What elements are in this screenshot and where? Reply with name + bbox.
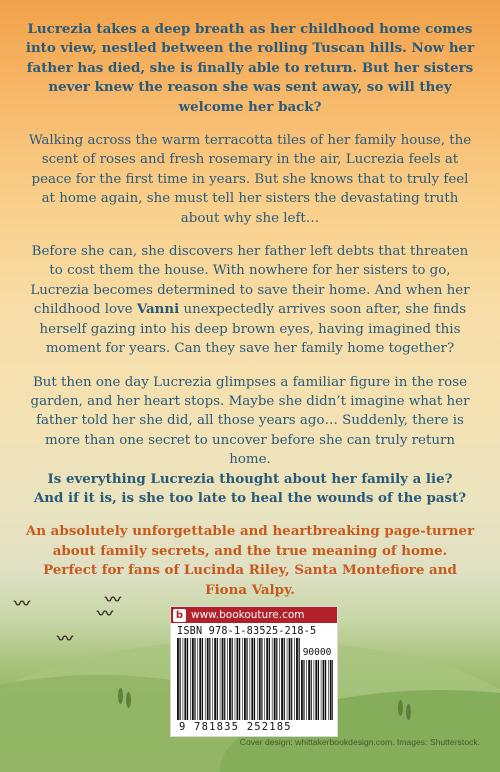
barcode-bar (332, 660, 333, 720)
barcode-bar (289, 638, 291, 720)
bird-silhouette-icon: 〰 (14, 594, 31, 613)
blurb-text-run: But then one day Lucrezia glimpses a familiar figure in the rose garden, and her heart stops. Maybe she didn’t imagine what her father told her she did, all those years ago… Suddenly, there is more than one secret to uncover before she can truly return home. (30, 374, 470, 468)
barcode-bar (284, 638, 285, 720)
cypress-tree (118, 688, 123, 704)
addon-barcode-bars (301, 660, 333, 720)
barcode-bar (261, 638, 262, 720)
barcode-bar (328, 660, 329, 720)
barcode-bar (220, 638, 221, 720)
barcode-bar (202, 638, 203, 720)
barcode-bars (177, 638, 301, 720)
barcode-bar (269, 638, 270, 720)
barcode-bar (254, 638, 255, 720)
barcode-bar (224, 638, 225, 720)
barcode-bar (299, 638, 300, 720)
ean-number: 9 781835 252185 (179, 721, 292, 733)
blurb-text (24, 20, 476, 614)
barcode-bar (244, 638, 246, 720)
blurb-question: Is everything Lucrezia thought about her family a lie? (47, 470, 453, 487)
barcode-bar (315, 660, 317, 720)
cypress-tree (406, 704, 411, 720)
barcode-bar (294, 638, 295, 720)
blurb-paragraph (24, 242, 476, 358)
barcode-bar (259, 638, 261, 720)
bird-silhouette-icon: 〰 (105, 590, 122, 609)
bird-silhouette-icon: 〰 (57, 629, 74, 648)
barcode-bar (308, 660, 310, 720)
barcode-bar (272, 638, 273, 720)
barcode-bar (276, 638, 277, 720)
barcode-bar (194, 638, 195, 720)
isbn-barcode-box (170, 606, 338, 737)
addon-number: 90000 (302, 647, 332, 658)
barcode-bar (318, 660, 319, 720)
barcode-bar (214, 638, 216, 720)
barcode-bar (321, 660, 322, 720)
barcode-bar (281, 638, 283, 720)
barcode-bar (192, 638, 194, 720)
barcode-bar (287, 638, 288, 720)
publisher-url: www.bookouture.com (191, 609, 305, 621)
barcode-row (171, 637, 337, 720)
barcode-bar (306, 660, 307, 720)
barcode-bar (227, 638, 228, 720)
barcode-bar (177, 638, 179, 720)
barcode-bar (199, 638, 201, 720)
barcode-bar (183, 638, 184, 720)
barcode-bar (250, 638, 251, 720)
blurb-text-run: Before she can, she discovers her father left debts that threaten to cost them the house. With nowhere for her sisters to go, Lucrezia becomes determined to save their home. And when her childhood love (30, 244, 470, 318)
barcode-bar (239, 638, 240, 720)
barcode-bar (217, 638, 218, 720)
barcode-bar (212, 638, 213, 720)
barcode-bar (229, 638, 231, 720)
barcode-bar (251, 638, 253, 720)
barcode-bar (179, 638, 180, 720)
blurb-question: And if it is, is she too late to heal the wounds of the past? (33, 489, 467, 506)
barcode-bar (237, 638, 239, 720)
barcode-bar (187, 638, 188, 720)
barcode-bar (264, 638, 265, 720)
blurb-paragraph (24, 373, 476, 509)
publisher-logo-icon: b (173, 609, 186, 622)
barcode-bar (296, 638, 298, 720)
blurb-text-run: unexpectedly arrives soon after, she finds herself gazing into his deep brown eyes, having imagined this moment for years. Can they save her family home together? (39, 302, 467, 357)
barcode-bar (330, 660, 332, 720)
barcode-bar (190, 638, 191, 720)
barcode-bar (266, 638, 268, 720)
barcode-bar (325, 660, 326, 720)
barcode-bar (303, 660, 304, 720)
barcode-bar (311, 660, 312, 720)
bird-silhouette-icon: 〰 (97, 604, 114, 623)
barcode-bar (197, 638, 198, 720)
barcode-bar (242, 638, 243, 720)
blurb-intro: Lucrezia takes a deep breath as her childhood home comes into view, nestled between the rolling Tuscan hills. Now her father has died, she is finally able to return. But her sisters never knew the reason she was sent away, so will they welcome her back? (25, 21, 475, 115)
barcode-bar (274, 638, 276, 720)
barcode-bar (235, 638, 236, 720)
barcode-bar (184, 638, 186, 720)
cypress-tree (126, 692, 131, 708)
publisher-band (171, 607, 337, 623)
cypress-tree (398, 700, 403, 716)
barcode-bar (314, 660, 315, 720)
blurb-paragraph: Walking across the warm terracotta tiles of her family house, the scent of roses and fresh rosemary in the air, Lucrezia feels at peace for the first time in years. But she knows that to truly feel at home again, she must tell her sisters the devastating truth about why she left… (28, 133, 472, 226)
barcode-bar (232, 638, 233, 720)
barcode-bar (205, 638, 206, 720)
cover-credits: Cover design: whittakerbookdesign.com. Images: Shutterstock. (239, 737, 480, 747)
barcode-bar (323, 660, 325, 720)
barcode-bar (222, 638, 224, 720)
isbn-number: ISBN 978-1-83525-218-5 (177, 626, 317, 637)
barcode-bar (291, 638, 292, 720)
barcode-bar (207, 638, 209, 720)
price-addon (301, 648, 333, 720)
barcode-bar (301, 660, 303, 720)
character-name: Vanni (136, 301, 180, 318)
barcode-bar (246, 638, 247, 720)
barcode-bar (279, 638, 280, 720)
barcode-bar (257, 638, 258, 720)
barcode-bar (209, 638, 210, 720)
tagline: An absolutely unforgettable and heartbreaking page-turner about family secrets, and the true meaning of home. Perfect for fans of Lucinda Riley, Santa Montefiore and Fiona Valpy. (25, 523, 475, 598)
